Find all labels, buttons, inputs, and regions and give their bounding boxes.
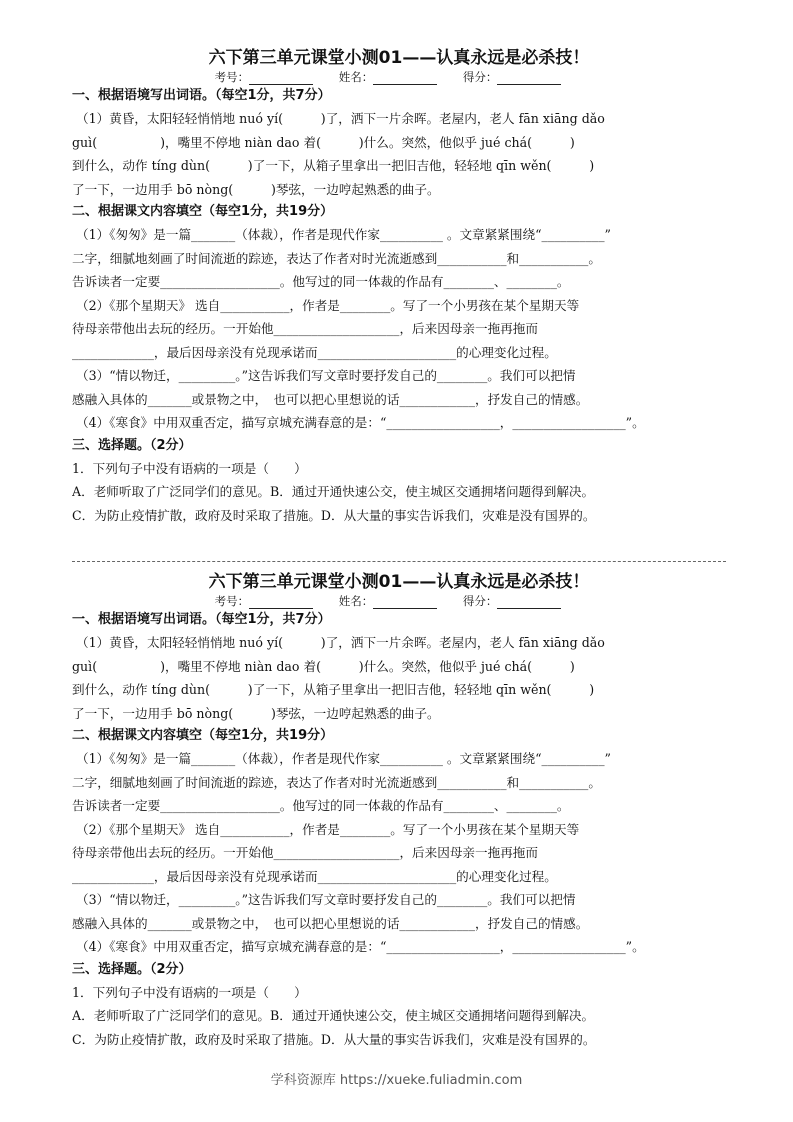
exam-no-label: 考号： — [214, 594, 250, 608]
question-stem: 1．下列句子中没有语病的一项是（ ） — [72, 984, 307, 1000]
quiz-copy-bottom — [72, 571, 726, 1051]
quiz-title: 六下第三单元课堂小测01——认真永远是必杀技！ — [208, 48, 590, 68]
choice-line: A．老师听取了广泛同学们的意见。B．通过开通快速公交，使主城区交通拥堵问题得到解决。 — [72, 1008, 595, 1023]
name-label: 姓名： — [338, 70, 374, 84]
section2-line: （1）《匆匆》是一篇_______（体裁），作者是现代作家__________ 。文章紧紧围绕“__________” — [76, 751, 611, 766]
section1-line: 到什么，动作 tíng dùn( )了一下，从箱子里拿出一把旧吉他，轻轻地 qīn wěn( ) — [72, 682, 595, 697]
score-label: 得分： — [462, 594, 498, 608]
student-info-row — [72, 593, 726, 609]
quiz-title: 六下第三单元课堂小测01——认真永远是必杀技！ — [208, 572, 590, 592]
section2-line: 感融入具体的_______或景物之中， 也可以把心里想说的话____________，抒发自己的情感。 — [72, 915, 589, 931]
choice-line: C．为防止疫情扩散，政府及时采取了措施。D．从大量的事实告诉我们，灾难是没有国界的。 — [72, 1031, 596, 1047]
question-stem: 1．下列句子中没有语病的一项是（ ） — [72, 460, 307, 476]
name-blank[interactable] — [373, 72, 437, 85]
section2-line: （3）“情以物迁，_________。”这告诉我们写文章时要抒发自己的________。我们可以把情 — [76, 892, 576, 907]
section2-line: （3）“情以物迁，_________。”这告诉我们写文章时要抒发自己的________。我们可以把情 — [76, 368, 576, 383]
exam-no-blank[interactable] — [249, 72, 313, 85]
section1-heading: 一、根据语境写出词语。（每空1分，共7分） — [72, 612, 331, 627]
quiz-copy-top — [72, 47, 726, 527]
name-label: 姓名： — [338, 594, 374, 608]
section3-heading: 三、选择题。（2分） — [72, 961, 192, 977]
section2-line: 告诉读者一定要___________________。他写过的同一体裁的作品有________、________。 — [72, 798, 570, 813]
section2-line: 待母亲带他出去玩的经历。一开始他____________________，后来因母亲一拖再拖而 — [72, 845, 538, 860]
section1-line: （1）黄昏，太阳轻轻悄悄地 nuó yí( )了，洒下一片余晖。老屋内，老人 fān xiāng dǎo — [76, 635, 605, 650]
score-blank[interactable] — [497, 72, 561, 85]
score-blank[interactable] — [497, 596, 561, 609]
exam-no-blank[interactable] — [249, 596, 313, 609]
section1-line: 到什么，动作 tíng dùn( )了一下，从箱子里拿出一把旧吉他，轻轻地 qīn wěn( ) — [72, 158, 595, 173]
section1-line: 了一下，一边用手 bō nòng( )琴弦，一边哼起熟悉的曲子。 — [72, 181, 440, 197]
section2-line: 告诉读者一定要___________________。他写过的同一体裁的作品有________、________。 — [72, 274, 570, 289]
name-blank[interactable] — [373, 596, 437, 609]
section1-line: guì( )，嘴里不停地 niàn dao 着( )什么。突然，他似乎 jué chá( ) — [72, 658, 575, 674]
footer-watermark: 学科资源库 https://xueke.fuliadmin.com — [270, 1073, 523, 1088]
section2-heading: 二、根据课文内容填空（每空1分，共19分） — [72, 204, 334, 219]
section3-heading: 三、选择题。（2分） — [72, 437, 192, 453]
section2-line: 感融入具体的_______或景物之中， 也可以把心里想说的话____________，抒发自己的情感。 — [72, 391, 589, 407]
section1-heading: 一、根据语境写出词语。（每空1分，共7分） — [72, 88, 331, 103]
section2-line: _____________，最后因母亲没有兑现承诺而______________________的心理变化过程。 — [72, 868, 557, 884]
student-info-row — [72, 69, 726, 85]
score-label: 得分： — [462, 70, 498, 84]
section2-line: （4）《寒食》中用双重否定，描写京城充满春意的是：“__________________，__________________”。 — [76, 415, 645, 430]
section2-line: （2）《那个星期天》 选自___________，作者是________。写了一个小男孩在某个星期天等 — [76, 821, 580, 837]
section2-heading: 二、根据课文内容填空（每空1分，共19分） — [72, 728, 334, 743]
section1-line: guì( )，嘴里不停地 niàn dao 着( )什么。突然，他似乎 jué chá( ) — [72, 134, 575, 150]
cut-line-divider — [72, 561, 726, 562]
section1-line: 了一下，一边用手 bō nòng( )琴弦，一边哼起熟悉的曲子。 — [72, 705, 440, 721]
section2-line: （1）《匆匆》是一篇_______（体裁），作者是现代作家__________ 。文章紧紧围绕“__________” — [76, 227, 611, 242]
section2-line: 二字，细腻地刻画了时间流逝的踪迹，表达了作者对时光流逝感到___________和___________。 — [72, 250, 601, 266]
choice-line: A．老师听取了广泛同学们的意见。B．通过开通快速公交，使主城区交通拥堵问题得到解决。 — [72, 484, 595, 499]
section2-line: _____________，最后因母亲没有兑现承诺而______________________的心理变化过程。 — [72, 344, 557, 360]
section2-line: （4）《寒食》中用双重否定，描写京城充满春意的是：“__________________，__________________”。 — [76, 939, 645, 954]
section2-line: （2）《那个星期天》 选自___________，作者是________。写了一个小男孩在某个星期天等 — [76, 297, 580, 313]
section1-line: （1）黄昏，太阳轻轻悄悄地 nuó yí( )了，洒下一片余晖。老屋内，老人 fān xiāng dǎo — [76, 111, 605, 126]
choice-line: C．为防止疫情扩散，政府及时采取了措施。D．从大量的事实告诉我们，灾难是没有国界的。 — [72, 507, 596, 523]
section2-line: 二字，细腻地刻画了时间流逝的踪迹，表达了作者对时光流逝感到___________和___________。 — [72, 774, 601, 790]
section2-line: 待母亲带他出去玩的经历。一开始他____________________，后来因母亲一拖再拖而 — [72, 321, 538, 336]
exam-no-label: 考号： — [214, 70, 250, 84]
